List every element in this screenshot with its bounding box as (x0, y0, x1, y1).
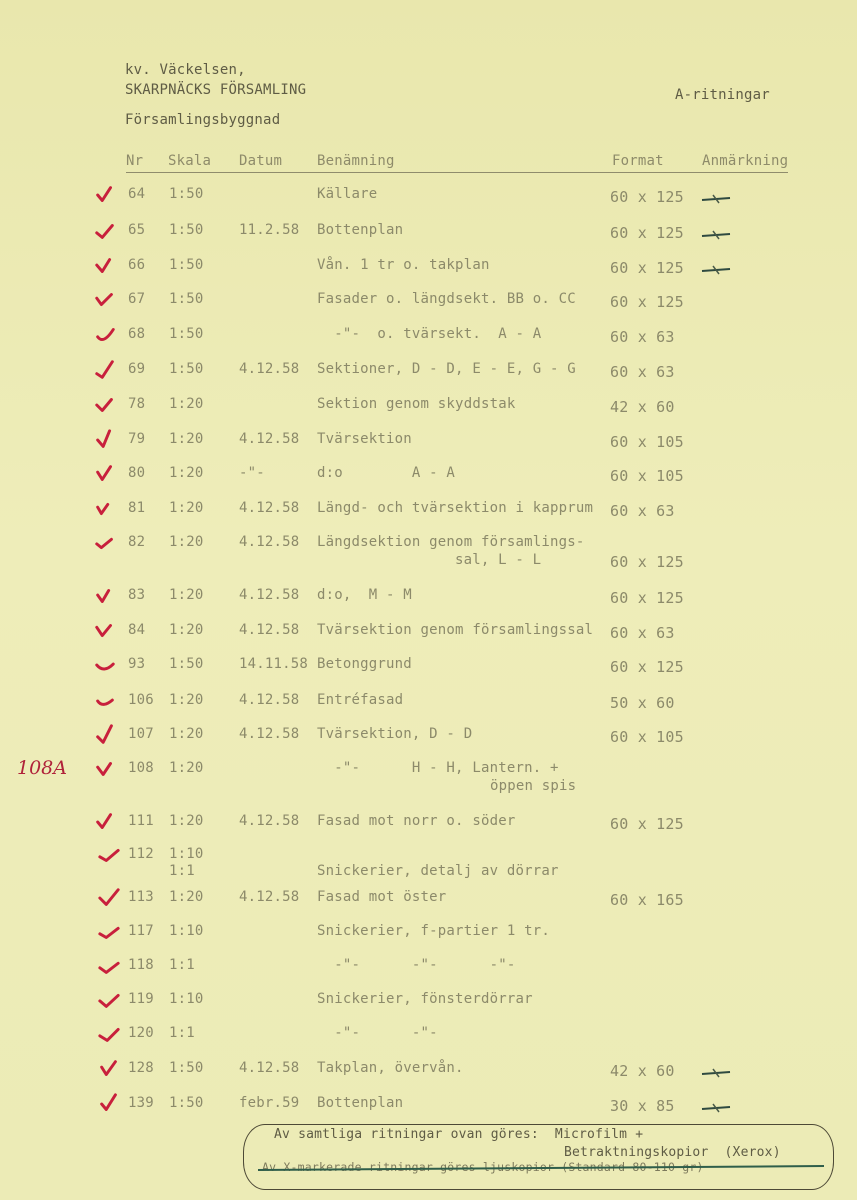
cell-benamning: Källare (317, 186, 378, 202)
table-row (0, 622, 857, 658)
header-underline (126, 172, 788, 173)
red-checkmark-icon (92, 463, 118, 485)
cell-benamning: Entréfasad (317, 692, 404, 708)
cell-nr: 108 (128, 760, 154, 776)
cell-skala: 1:20 (169, 396, 204, 412)
table-row (0, 957, 857, 993)
column-header-skala: Skala (168, 153, 212, 169)
cell-nr: 69 (128, 361, 146, 377)
cell-benamning: d:o, M - M (317, 587, 412, 603)
red-checkmark-icon (92, 394, 118, 416)
cell-benamning: Bottenplan (317, 1095, 404, 1111)
table-row (0, 396, 857, 432)
cell-benamning: Fasader o. längdsekt. BB o. CC (317, 291, 576, 307)
table-row (0, 846, 857, 882)
cell-skala: 1:20 (169, 692, 204, 708)
cell-nr: 82 (128, 534, 146, 550)
cell-nr: 120 (128, 1025, 154, 1041)
parish-name: SKARPNÄCKS FÖRSAMLING (125, 82, 307, 98)
red-checkmark-icon (92, 498, 118, 520)
x-mark-strike-icon (700, 1100, 732, 1119)
column-header-nr: Nr (126, 153, 144, 169)
table-row (0, 760, 857, 796)
cell-datum: 4.12.58 (239, 587, 300, 603)
cell-skala: 1:10 (169, 846, 204, 862)
cell-datum: 4.12.58 (239, 534, 300, 550)
cell-format: 60 x 125 (610, 589, 684, 607)
cell-nr: 66 (128, 257, 146, 273)
column-header-format: Format (612, 153, 664, 169)
cell-skala: 1:20 (169, 760, 204, 776)
cell-benamning: -"- o. tvärsekt. A - A (317, 326, 542, 342)
cell-format: 60 x 63 (610, 502, 675, 520)
red-checkmark-icon (92, 585, 118, 607)
cell-format: 60 x 125 (610, 815, 684, 833)
cell-datum: 4.12.58 (239, 692, 300, 708)
cell-skala: 1:50 (169, 222, 204, 238)
table-row (0, 726, 857, 762)
cell-nr: 113 (128, 889, 154, 905)
red-checkmark-icon (92, 654, 118, 676)
red-checkmark-icon (92, 324, 118, 346)
table-row (0, 813, 857, 849)
table-row (0, 923, 857, 959)
table-row (0, 587, 857, 623)
cell-benamning: Snickerier, fönsterdörrar (317, 991, 533, 1007)
cell-datum: 4.12.58 (239, 431, 300, 447)
table-row (0, 186, 857, 222)
cell-nr: 78 (128, 396, 146, 412)
cell-nr: 84 (128, 622, 146, 638)
cell-nr: 112 (128, 846, 154, 862)
column-header-benamning: Benämning (317, 153, 395, 169)
cell-skala: 1:50 (169, 291, 204, 307)
table-row (0, 361, 857, 397)
cell-datum: 4.12.58 (239, 813, 300, 829)
column-header-anmarkning: Anmärkning (702, 153, 789, 169)
handwritten-margin-note: 108A (17, 757, 67, 779)
cell-format: 42 x 60 (610, 398, 675, 416)
cell-datum: 4.12.58 (239, 361, 300, 377)
cell-nr: 68 (128, 326, 146, 342)
cell-skala: 1:50 (169, 326, 204, 342)
cell-nr: 111 (128, 813, 154, 829)
cell-format: 60 x 125 (610, 224, 684, 242)
copy-instruction-line-3-struck: Av X-markerade ritningar göres ljuskopior (Standard 80-110 gr) (262, 1160, 704, 1174)
table-row (0, 257, 857, 293)
cell-benamning: Fasad mot öster (317, 889, 447, 905)
red-checkmark-icon (92, 359, 118, 381)
block-name: kv. Väckelsen, (125, 62, 246, 78)
table-row (0, 1025, 857, 1061)
cell-skala: 1:50 (169, 1095, 204, 1111)
red-checkmark-icon (96, 955, 122, 977)
cell-skala: 1:20 (169, 813, 204, 829)
cell-benamning: Tvärsektion (317, 431, 412, 447)
cell-nr: 119 (128, 991, 154, 1007)
cell-benamning: -"- -"- -"- (317, 957, 516, 973)
cell-nr: 118 (128, 957, 154, 973)
cell-format: 60 x 125 (610, 188, 684, 206)
cell-benamning: Snickerier, detalj av dörrar (317, 863, 559, 879)
table-row (0, 991, 857, 1027)
cell-format: 60 x 125 (610, 553, 684, 571)
cell-nr: 67 (128, 291, 146, 307)
table-row (0, 889, 857, 925)
cell-benamning: Fasad mot norr o. söder (317, 813, 516, 829)
cell-datum: 4.12.58 (239, 889, 300, 905)
red-checkmark-icon (96, 921, 122, 943)
cell-format: 60 x 165 (610, 891, 684, 909)
red-checkmark-icon (96, 989, 122, 1011)
cell-benamning: Takplan, övervån. (317, 1060, 464, 1076)
red-checkmark-icon (92, 220, 118, 242)
table-row (0, 431, 857, 467)
red-checkmark-icon (96, 887, 122, 909)
cell-benamning: Sektioner, D - D, E - E, G - G (317, 361, 576, 377)
cell-nr: 64 (128, 186, 146, 202)
cell-nr: 81 (128, 500, 146, 516)
table-row (0, 1060, 857, 1096)
table-row (0, 534, 857, 570)
cell-nr: 117 (128, 923, 154, 939)
cell-skala: 1:50 (169, 361, 204, 377)
cell-benamning: Längdsektion genom församlings- (317, 534, 585, 550)
cell-datum: -"- (239, 465, 265, 481)
copy-instruction-line-1: Av samtliga ritningar ovan göres: Microfilm + (274, 1127, 644, 1142)
cell-format: 60 x 125 (610, 259, 684, 277)
cell-format: 60 x 125 (610, 293, 684, 311)
red-checkmark-icon (92, 255, 118, 277)
cell-format: 60 x 125 (610, 658, 684, 676)
cell-benamning: d:o A - A (317, 465, 456, 481)
cell-nr: 80 (128, 465, 146, 481)
cell-skala: 1:10 (169, 923, 204, 939)
cell-benamning: Sektion genom skyddstak (317, 396, 516, 412)
table-row (0, 326, 857, 362)
red-checkmark-icon (92, 724, 118, 746)
red-checkmark-icon (92, 532, 118, 554)
cell-format: 30 x 85 (610, 1097, 675, 1115)
cell-benamning: Bottenplan (317, 222, 404, 238)
cell-skala: 1:50 (169, 1060, 204, 1076)
cell-benamning-cont: öppen spis (490, 778, 577, 794)
red-checkmark-icon (92, 184, 118, 206)
cell-skala: 1:1 (169, 1025, 195, 1041)
cell-datum: 11.2.58 (239, 222, 300, 238)
red-checkmark-icon (92, 289, 118, 311)
cell-datum: 4.12.58 (239, 726, 300, 742)
x-mark-strike-icon (700, 262, 732, 281)
cell-skala-secondary: 1:1 (169, 863, 195, 879)
cell-benamning: -"- H - H, Lantern. + (317, 760, 559, 776)
cell-nr: 79 (128, 431, 146, 447)
table-row (0, 222, 857, 258)
cell-benamning: Tvärsektion genom församlingssal (317, 622, 594, 638)
cell-format: 60 x 105 (610, 467, 684, 485)
cell-benamning: Längd- och tvärsektion i kapprum (317, 500, 594, 516)
x-mark-strike-icon (700, 227, 732, 246)
red-checkmark-icon (92, 758, 118, 780)
cell-benamning: Snickerier, f-partier 1 tr. (317, 923, 550, 939)
red-checkmark-icon (92, 620, 118, 642)
cell-skala: 1:20 (169, 726, 204, 742)
column-header-datum: Datum (239, 153, 283, 169)
cell-skala: 1:20 (169, 889, 204, 905)
cell-datum: 4.12.58 (239, 1060, 300, 1076)
red-checkmark-icon (96, 1058, 122, 1080)
cell-datum: 14.11.58 (239, 656, 309, 672)
cell-skala: 1:20 (169, 587, 204, 603)
cell-benamning-cont: sal, L - L (455, 552, 542, 568)
cell-nr: 128 (128, 1060, 154, 1076)
cell-format: 60 x 63 (610, 363, 675, 381)
cell-skala: 1:1 (169, 957, 195, 973)
cell-nr: 107 (128, 726, 154, 742)
red-checkmark-icon (92, 429, 118, 451)
cell-skala: 1:20 (169, 622, 204, 638)
cell-skala: 1:50 (169, 656, 204, 672)
cell-format: 60 x 105 (610, 728, 684, 746)
category-label: A-ritningar (675, 87, 770, 103)
cell-skala: 1:50 (169, 257, 204, 273)
cell-benamning: Vån. 1 tr o. takplan (317, 257, 490, 273)
red-checkmark-icon (92, 690, 118, 712)
cell-benamning: Tvärsektion, D - D (317, 726, 473, 742)
cell-skala: 1:50 (169, 186, 204, 202)
table-row (0, 465, 857, 501)
table-row (0, 500, 857, 536)
cell-format: 60 x 63 (610, 624, 675, 642)
cell-format: 50 x 60 (610, 694, 675, 712)
x-mark-strike-icon (700, 1065, 732, 1084)
cell-nr: 106 (128, 692, 154, 708)
cell-skala: 1:10 (169, 991, 204, 1007)
red-checkmark-icon (96, 1093, 122, 1115)
table-row (0, 656, 857, 692)
copy-instruction-line-2: Betraktningskopior (Xerox) (564, 1145, 781, 1160)
table-row (0, 692, 857, 728)
red-checkmark-icon (92, 811, 118, 833)
building-name: Församlingsbyggnad (125, 112, 281, 128)
cell-nr: 83 (128, 587, 146, 603)
table-row (0, 291, 857, 327)
cell-skala: 1:20 (169, 431, 204, 447)
cell-datum: febr.59 (239, 1095, 300, 1111)
cell-datum: 4.12.58 (239, 622, 300, 638)
cell-nr: 65 (128, 222, 146, 238)
red-checkmark-icon (96, 1023, 122, 1045)
cell-format: 60 x 105 (610, 433, 684, 451)
red-checkmark-icon (96, 844, 122, 866)
cell-format: 42 x 60 (610, 1062, 675, 1080)
x-mark-strike-icon (700, 191, 732, 210)
cell-skala: 1:20 (169, 534, 204, 550)
cell-nr: 139 (128, 1095, 154, 1111)
cell-format: 60 x 63 (610, 328, 675, 346)
cell-skala: 1:20 (169, 500, 204, 516)
cell-skala: 1:20 (169, 465, 204, 481)
cell-benamning: -"- -"- (317, 1025, 438, 1041)
cell-datum: 4.12.58 (239, 500, 300, 516)
cell-nr: 93 (128, 656, 146, 672)
cell-benamning: Betonggrund (317, 656, 412, 672)
